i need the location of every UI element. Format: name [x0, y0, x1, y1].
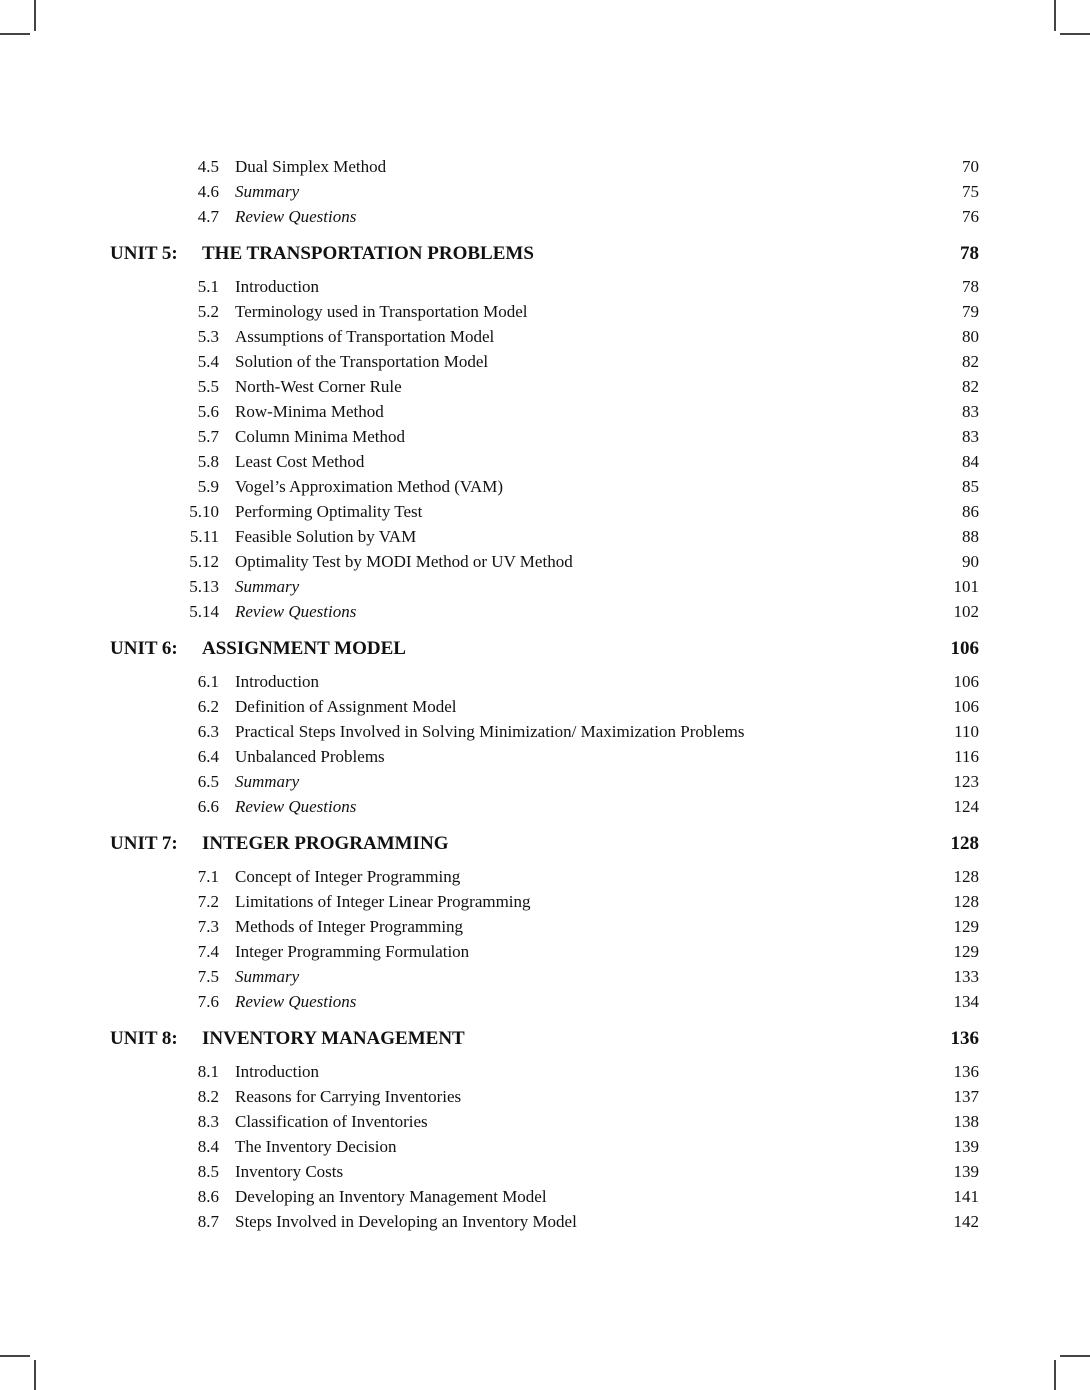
entry-page-number: 82: [962, 352, 979, 371]
crop-mark: [1060, 1355, 1090, 1357]
toc-entry: [0, 349, 1090, 374]
entry-title: Column Minima Method: [235, 427, 405, 446]
entry-title: Classification of Inventories: [235, 1112, 428, 1131]
entry-title: Review Questions: [235, 602, 357, 621]
entry-number: 7.2: [197, 892, 219, 911]
crop-mark: [1054, 1360, 1056, 1390]
entry-title: The Inventory Decision: [235, 1137, 397, 1156]
entry-number: 5.8: [197, 452, 219, 471]
toc-entry: [0, 399, 1090, 424]
toc-entry: [0, 474, 1090, 499]
entry-page-number: 128: [953, 892, 979, 911]
entry-title: Introduction: [235, 1062, 320, 1081]
unit-title: INVENTORY MANAGEMENT: [202, 1028, 465, 1049]
entry-page-number: 83: [962, 427, 979, 446]
entry-title: Performing Optimality Test: [235, 502, 423, 521]
toc-entry: [0, 299, 1090, 324]
entry-page-number: 128: [953, 867, 979, 886]
entry-page-number: 137: [953, 1087, 979, 1106]
unit-title: INTEGER PROGRAMMING: [202, 833, 449, 854]
entry-title: Developing an Inventory Management Model: [235, 1187, 547, 1206]
entry-number: 4.5: [197, 157, 219, 176]
entry-title: Row-Minima Method: [235, 402, 384, 421]
entry-page-number: 86: [962, 502, 979, 521]
toc-entry: [0, 524, 1090, 549]
unit-label: UNIT 6:: [110, 638, 178, 659]
entry-number: 5.14: [189, 602, 219, 621]
unit-heading: [0, 636, 1090, 662]
entry-number: 8.4: [197, 1137, 219, 1156]
unit-label: UNIT 7:: [110, 833, 178, 854]
entry-page-number: 85: [962, 477, 979, 496]
unit-label: UNIT 5:: [110, 243, 178, 264]
crop-mark: [1060, 33, 1090, 35]
toc-entry: [0, 694, 1090, 719]
entry-number: 7.6: [197, 992, 219, 1011]
unit-label: UNIT 8:: [110, 1028, 178, 1049]
entry-number: 6.3: [197, 722, 219, 741]
entry-page-number: 82: [962, 377, 979, 396]
entry-page-number: 84: [962, 452, 979, 471]
entry-page-number: 79: [962, 302, 979, 321]
entry-title: Review Questions: [235, 207, 357, 226]
toc-entry: [0, 499, 1090, 524]
entry-title: Summary: [235, 577, 300, 596]
entry-title: Summary: [235, 182, 300, 201]
entry-title: Summary: [235, 772, 300, 791]
entry-title: Introduction: [235, 672, 320, 691]
entry-title: Summary: [235, 967, 300, 986]
entry-title: Unbalanced Problems: [235, 747, 385, 766]
entry-title: Least Cost Method: [235, 452, 365, 471]
entry-number: 5.9: [197, 477, 219, 496]
entry-number: 5.10: [189, 502, 219, 521]
entry-number: 8.3: [197, 1112, 219, 1131]
entry-page-number: 139: [953, 1137, 979, 1156]
entry-number: 7.3: [197, 917, 219, 936]
toc-entry: [0, 794, 1090, 819]
entry-number: 5.12: [189, 552, 219, 571]
entry-title: Limitations of Integer Linear Programming: [235, 892, 531, 911]
crop-mark: [34, 1360, 36, 1390]
toc-entry: [0, 939, 1090, 964]
entry-title: Reasons for Carrying Inventories: [235, 1087, 462, 1106]
toc-entry: [0, 864, 1090, 889]
entry-title: Concept of Integer Programming: [235, 867, 461, 886]
entry-number: 5.1: [197, 277, 219, 296]
entry-page-number: 142: [953, 1212, 979, 1231]
toc-entry: [0, 889, 1090, 914]
entry-page-number: 138: [953, 1112, 979, 1131]
entry-title: Introduction: [235, 277, 320, 296]
entry-page-number: 123: [953, 772, 979, 791]
toc-entry: [0, 154, 1090, 179]
toc-entry: [0, 989, 1090, 1014]
toc-entry: [0, 1134, 1090, 1159]
crop-mark: [34, 0, 36, 31]
entry-number: 8.7: [197, 1212, 219, 1231]
crop-mark: [1054, 0, 1056, 31]
unit-page-number: 78: [960, 243, 979, 264]
entry-page-number: 134: [953, 992, 979, 1011]
toc-entry: [0, 324, 1090, 349]
entry-number: 5.13: [189, 577, 219, 596]
toc-entry: [0, 574, 1090, 599]
entry-page-number: 110: [954, 722, 979, 741]
unit-heading: [0, 831, 1090, 857]
entry-title: Optimality Test by MODI Method or UV Method: [235, 552, 573, 571]
entry-page-number: 102: [953, 602, 979, 621]
entry-title: Definition of Assignment Model: [235, 697, 457, 716]
entry-number: 6.4: [197, 747, 219, 766]
toc-entry: [0, 274, 1090, 299]
entry-number: 8.5: [197, 1162, 219, 1181]
table-of-contents: [0, 154, 1090, 1234]
entry-number: 6.6: [197, 797, 219, 816]
entry-title: Methods of Integer Programming: [235, 917, 464, 936]
entry-title: Inventory Costs: [235, 1162, 344, 1181]
entry-page-number: 83: [962, 402, 979, 421]
entry-number: 5.3: [197, 327, 219, 346]
entry-title: Integer Programming Formulation: [235, 942, 470, 961]
toc-entry: [0, 669, 1090, 694]
entry-page-number: 76: [962, 207, 979, 226]
entry-number: 8.6: [197, 1187, 219, 1206]
unit-heading: [0, 241, 1090, 267]
entry-number: 5.4: [197, 352, 219, 371]
entry-number: 5.2: [197, 302, 219, 321]
entry-title: Vogel’s Approximation Method (VAM): [235, 477, 504, 496]
entry-page-number: 75: [962, 182, 979, 201]
entry-number: 5.5: [197, 377, 219, 396]
entry-page-number: 116: [954, 747, 979, 766]
entry-page-number: 70: [962, 157, 979, 176]
entry-page-number: 139: [953, 1162, 979, 1181]
entry-page-number: 141: [953, 1187, 979, 1206]
entry-page-number: 106: [953, 697, 979, 716]
entry-number: 4.6: [197, 182, 219, 201]
entry-page-number: 136: [953, 1062, 979, 1081]
entry-number: 7.5: [197, 967, 219, 986]
entry-page-number: 78: [962, 277, 979, 296]
entry-title: Feasible Solution by VAM: [235, 527, 417, 546]
entry-page-number: 124: [953, 797, 979, 816]
entry-number: 7.4: [197, 942, 219, 961]
entry-page-number: 129: [953, 917, 979, 936]
unit-title: ASSIGNMENT MODEL: [202, 638, 406, 659]
entry-number: 6.5: [197, 772, 219, 791]
toc-entry: [0, 374, 1090, 399]
crop-mark: [0, 1355, 30, 1357]
entry-title: Review Questions: [235, 797, 357, 816]
toc-entry: [0, 599, 1090, 624]
toc-entry: [0, 1209, 1090, 1234]
entry-title: North-West Corner Rule: [235, 377, 402, 396]
toc-entry: [0, 549, 1090, 574]
toc-entry: [0, 719, 1090, 744]
entry-title: Dual Simplex Method: [235, 157, 387, 176]
entry-title: Review Questions: [235, 992, 357, 1011]
toc-entry: [0, 914, 1090, 939]
entry-page-number: 133: [953, 967, 979, 986]
entry-page-number: 88: [962, 527, 979, 546]
entry-title: Practical Steps Involved in Solving Minimization/ Maximization Problems: [235, 722, 745, 741]
unit-page-number: 128: [950, 833, 979, 854]
entry-page-number: 106: [953, 672, 979, 691]
toc-entry: [0, 744, 1090, 769]
entry-number: 5.11: [189, 527, 219, 546]
toc-entry: [0, 964, 1090, 989]
toc-entry: [0, 1109, 1090, 1134]
toc-entry: [0, 1084, 1090, 1109]
toc-entry: [0, 449, 1090, 474]
crop-mark: [0, 33, 30, 35]
entry-page-number: 80: [962, 327, 979, 346]
entry-page-number: 90: [962, 552, 979, 571]
toc-entry: [0, 1059, 1090, 1084]
unit-heading: [0, 1026, 1090, 1052]
entry-title: Terminology used in Transportation Model: [235, 302, 528, 321]
toc-entry: [0, 179, 1090, 204]
toc-entry: [0, 1159, 1090, 1184]
entry-number: 6.1: [197, 672, 219, 691]
entry-title: Assumptions of Transportation Model: [235, 327, 495, 346]
toc-entry: [0, 769, 1090, 794]
entry-title: Steps Involved in Developing an Inventory Model: [235, 1212, 577, 1231]
unit-title: THE TRANSPORTATION PROBLEMS: [202, 243, 534, 264]
toc-entry: [0, 204, 1090, 229]
entry-title: Solution of the Transportation Model: [235, 352, 489, 371]
entry-page-number: 101: [953, 577, 979, 596]
toc-entry: [0, 424, 1090, 449]
entry-number: 7.1: [197, 867, 219, 886]
entry-number: 5.7: [197, 427, 219, 446]
entry-number: 5.6: [197, 402, 219, 421]
entry-number: 4.7: [197, 207, 219, 226]
entry-page-number: 129: [953, 942, 979, 961]
unit-page-number: 106: [950, 638, 979, 659]
entry-number: 8.2: [197, 1087, 219, 1106]
entry-number: 6.2: [197, 697, 219, 716]
toc-entry: [0, 1184, 1090, 1209]
unit-page-number: 136: [950, 1028, 979, 1049]
entry-number: 8.1: [197, 1062, 219, 1081]
